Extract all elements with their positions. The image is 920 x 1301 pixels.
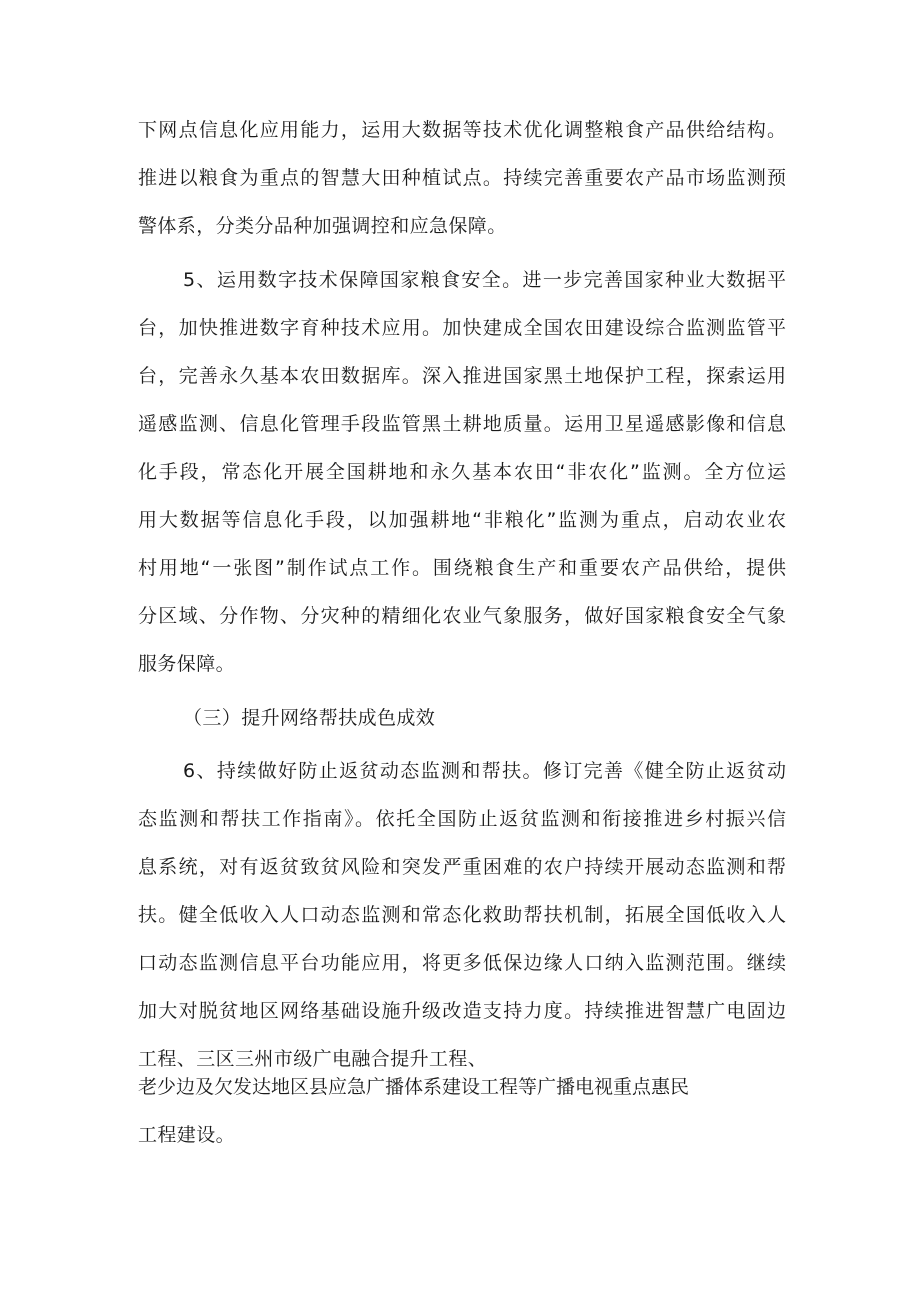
paragraph-line: 老少边及欠发达地区县应急广播体系建设工程等广播电视重点惠民: [138, 1076, 690, 1098]
paragraph-line: 工程、三区三州市级广电融合提升工程、: [138, 1048, 488, 1070]
paragraph-line: 分区域、分作物、分灾种的精细化农业气象服务，做好国家粮食安全气象: [138, 605, 786, 627]
paragraph-line: 村用地“一张图”制作试点工作。围绕粮食生产和重要农产品供给，提供: [138, 557, 786, 579]
paragraph-line: 态监测和帮扶工作指南》。依托全国防止返贫监测和衔接推进乡村振兴信: [138, 808, 786, 830]
paragraph-line: 服务保障。: [138, 653, 236, 675]
paragraph-line: 加大对脱贫地区网络基础设施升级改造支持力度。持续推进智慧广电固边: [138, 1000, 786, 1022]
paragraph-line: 工程建设。: [138, 1124, 236, 1146]
paragraph-line: 台，加快推进数字育种技术应用。加快建成全国农田建设综合监测监管平: [138, 317, 786, 339]
paragraph-line: 遥感监测、信息化管理手段监管黑土耕地质量。运用卫星遥感影像和信息: [138, 413, 786, 435]
paragraph-line: 口动态监测信息平台功能应用，将更多低保边缘人口纳入监测范围。继续: [138, 952, 786, 974]
paragraph-line: 化手段，常态化开展全国耕地和永久基本农田“非农化”监测。全方位运: [138, 461, 786, 483]
paragraph-line: 推进以粮食为重点的智慧大田种植试点。持续完善重要农产品市场监测预: [138, 167, 786, 189]
paragraph-line: 台，完善永久基本农田数据库。深入推进国家黑土地保护工程，探索运用: [138, 365, 786, 387]
section-heading: （三）提升网络帮扶成色成效: [183, 707, 436, 729]
paragraph-line: 5、运用数字技术保障国家粮食安全。进一步完善国家种业大数据平: [183, 269, 786, 291]
paragraph-line: 6、持续做好防止返贫动态监测和帮扶。修订完善《健全防止返贫动: [183, 760, 786, 782]
paragraph-line: 警体系，分类分品种加强调控和应急保障。: [138, 215, 507, 237]
paragraph-line: 下网点信息化应用能力，运用大数据等技术优化调整粮食产品供给结构。: [138, 119, 786, 141]
paragraph-line: 用大数据等信息化手段，以加强耕地“非粮化”监测为重点，启动农业农: [138, 509, 786, 531]
paragraph-line: 扶。健全低收入人口动态监测和常态化救助帮扶机制，拓展全国低收入人: [138, 904, 786, 926]
paragraph-line: 息系统，对有返贫致贫风险和突发严重困难的农户持续开展动态监测和帮: [138, 856, 786, 878]
